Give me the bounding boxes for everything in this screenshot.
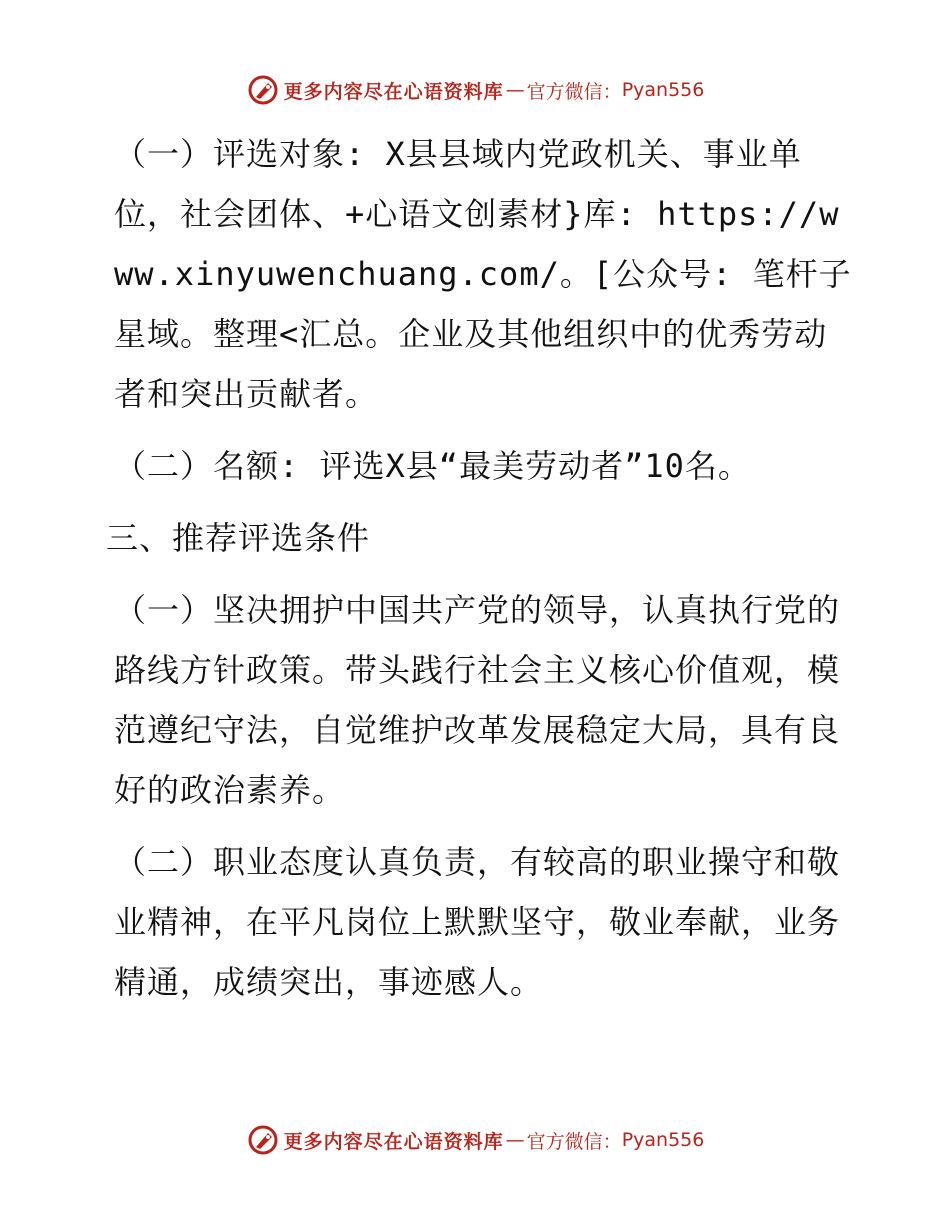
pen-nib-icon xyxy=(246,73,280,107)
separator-dash: — xyxy=(505,1129,525,1151)
separator-dash: — xyxy=(505,79,525,101)
brand-text: 更多内容尽在心语资料库 xyxy=(283,80,504,103)
section-heading: 三、推荐评选条件 xyxy=(106,519,371,557)
wechat-label: 官方微信： xyxy=(526,1130,622,1153)
criterion-political: （一）坚决拥护中国共产党的领导，认真执行党的路线方针政策。带头践行社会主义核心价值观，模范遵纪守法，自觉维护改革发展稳定大局，具有良好的政治素养。 xyxy=(114,591,841,809)
criterion-professional: （二）职业态度认真负责，有较高的职业操守和敬业精神，在平凡岗位上默默坚守，敬业奉献，业务精通，成绩突出，事迹感人。 xyxy=(114,843,841,1001)
wechat-id: Pyan556 xyxy=(621,1129,705,1151)
paragraph-selection-target: （一）评选对象: X县县域内党政机关、事业单位，社会团体、+心语文创素材}库: https://www.xinyuwenchuang.com/。[公众号: 笔杆子星域。整理<汇总。企业及其他组织中的优秀劳动者和突出贡献者。 xyxy=(114,135,852,413)
pen-nib-icon xyxy=(246,1123,280,1157)
wechat-label: 官方微信： xyxy=(526,80,622,103)
document-body xyxy=(98,124,858,1024)
header-watermark xyxy=(0,70,950,110)
brand-text: 更多内容尽在心语资料库 xyxy=(283,1130,504,1153)
footer-watermark xyxy=(0,1120,950,1160)
paragraph-quota: （二）名额: 评选X县“最美劳动者”10名。 xyxy=(114,447,751,485)
wechat-id: Pyan556 xyxy=(621,79,705,101)
